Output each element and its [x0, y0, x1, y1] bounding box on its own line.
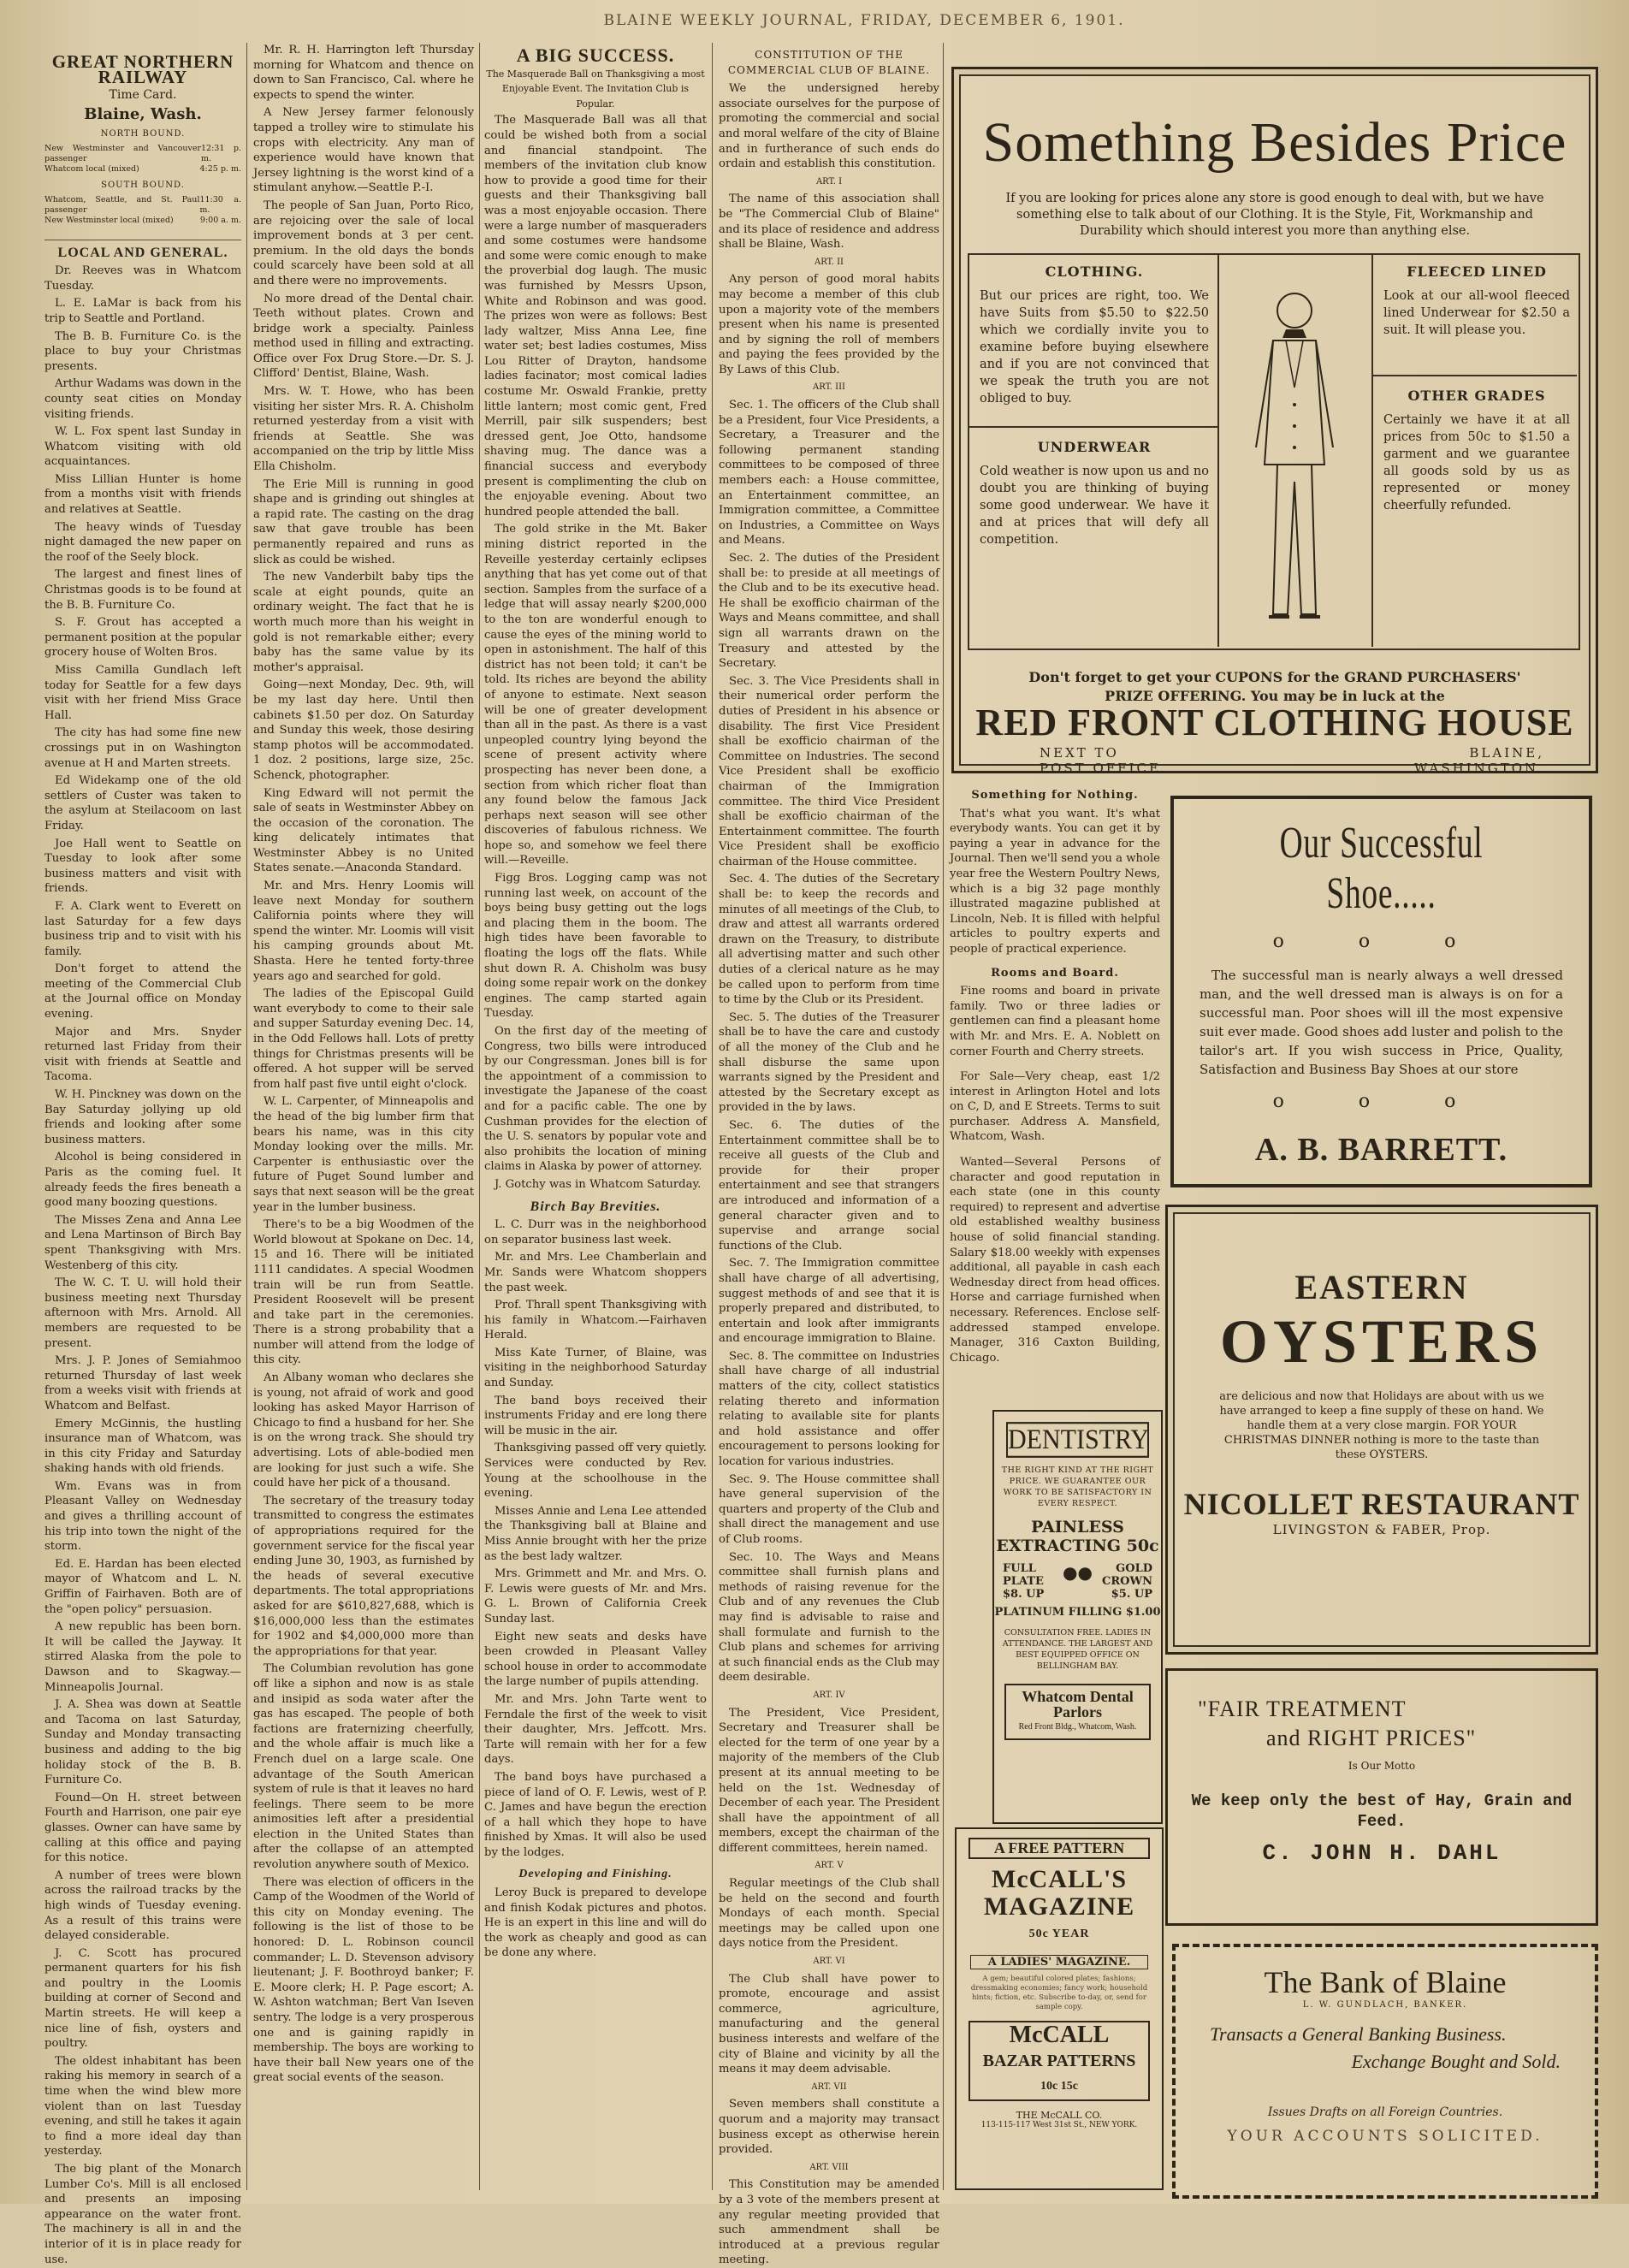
news-paragraph: Mrs. W. T. Howe, who has been visiting her sister Mrs. R. A. Chisholm returned yesterday from a visit with friends at Seattle. She was accompanied on the trip by little Miss Ella Chisholm. — [253, 385, 474, 474]
timecard-row — [44, 144, 241, 164]
mccall-company — [957, 2110, 1162, 2129]
news-paragraph: The Erie Mill is running in good shape and is grinding out shingles at a rapid rate. The casting on the drag saw that gave trouble has been permanently repaired and runs as slick as could be wished. — [253, 477, 474, 566]
underwear-text: Cold weather is now upon us and no doubt you are thinking of buying some good underwear. We have it and at prices that will defy all competition. — [980, 465, 1209, 547]
free-pattern: A FREE PATTERN — [969, 1838, 1150, 1859]
painless-extracting: PAINLESS EXTRACTING 50c — [996, 1518, 1159, 1555]
railway-timecard — [44, 51, 241, 226]
news-paragraph: Sec. 3. The Vice Presidents shall in their numerical order perform the duties of President in his absence or disability. The first Vice President shall be exofficio chairman of the Committee on Industries. The second Vice President shall be exofficio chairman of the Immigration committee. The third Vice President shall be exofficio chairman of the Entertainment committee. The fourth Vice President shall be exofficio chairman of the House committee. — [719, 674, 939, 868]
news-paragraph: Miss Camilla Gundlach left today for Seattle for a few days visit with her friend Miss Grace Hall. — [44, 664, 241, 722]
dahl-body: We keep only the best of Hay, Grain and Feed. — [1191, 1791, 1573, 1831]
news-paragraph: A number of trees were blown across the railroad tracks by the high winds of Tuesday evening. As a result of this trains were delayed considerable. — [44, 1868, 241, 1943]
parlors-name: Whatcom Dental Parlors — [1022, 1688, 1134, 1720]
location-line: WASHINGTON. — [1413, 761, 1544, 776]
news-paragraph: Seven members shall constitute a quorum and a majority may transact business except as otherwise herein provided. — [719, 2098, 939, 2157]
news-paragraph: Regular meetings of the Club shall be held on the second and fourth Mondays of each month. Special meetings may be called upon one days notice from the President. — [719, 1877, 939, 1951]
platinum-filling: PLATINUM FILLING $1.00 — [994, 1606, 1161, 1619]
mccall-magazine — [957, 1866, 1162, 1948]
ad-barrett-shoes — [1170, 796, 1592, 1187]
ad-whatcom-dental — [992, 1410, 1163, 1824]
news-paragraph: The gold strike in the Mt. Baker mining district reported in the Reveille yesterday certainly eclipses anything that has yet come out of that section. Samples from the surface of a ledge that will assay nearly $200,000 to the ton are wonderful enough to cause the eyes of the mining world to open in astonishment. The half of this district has not been told; it can't be told. Its riches are beyond the ability of anyone to estimate. Next season will be one of greater development than all in the past. As there is a vast unpeopled country lying beyond the scene of present activity where prospecting has never been done, a section from which richer float than any found below the famous Jack perhaps next season will see other discoveries of fabulous richness. We hope so, and somehow we feel there will.—Reveille. — [484, 523, 707, 868]
news-paragraph: The Club shall have power to promote, encourage and assist commerce, agriculture, manufacturing and the general business interests and welfare of the city of Blaine and vicinity by all the means it may deem advisable. — [719, 1972, 939, 2076]
ad-headline: Something Besides Price — [982, 111, 1567, 174]
south-bound-heading: SOUTH BOUND. — [101, 180, 185, 190]
news-paragraph: Wm. Evans was in from Pleasant Valley on Wednesday and gives a thrilling account of his trip into town the night of the storm. — [44, 1479, 241, 1554]
news-paragraph: Joe Hall went to Seattle on Tuesday to look after some business matters and visit with friends. — [44, 837, 241, 896]
north-bound-heading: NORTH BOUND. — [100, 129, 186, 139]
news-paragraph: Found—On H. street between Fourth and Harrison, one pair eye glasses. Owner can have same by calling at this office and paying for this notice. — [44, 1791, 241, 1865]
train-name: New Westminster local (mixed) — [44, 215, 174, 225]
news-paragraph: The city has had some fine new crossings put in on Washington avenue at H and Marten streets. — [44, 726, 241, 770]
constitution-body — [719, 81, 939, 2268]
location-line: POST OFFICE — [1040, 761, 1161, 776]
column-rule — [479, 43, 480, 2190]
dentistry-consultation: CONSULTATION FREE. LADIES IN ATTENDANCE. THE LARGEST AND BEST EQUIPPED OFFICE ON BELLINGHAM BAY. — [1002, 1628, 1153, 1671]
for-sale-notice: For Sale—Very cheap, east 1/2 interest in Arlington Hotel and lots on C, D, and E Streets. Terms to suit purchaser. Address A. Mansfield, Whatcom, Wash. — [950, 1070, 1160, 1144]
news-paragraph: The B. B. Furniture Co. is the place to buy your Christmas presents. — [44, 329, 241, 373]
news-paragraph: The secretary of the treasury today transmitted to congress the estimates of appropriations required for the government service for the fiscal year ending June 30, 1903, as furnished by the heads of several executive departments. The total appropriations asked for are $610,827,688, which is $16,000,000 less than the estimates for 1902 and $4,000,000 more than the appropriations for that year. — [253, 1494, 474, 1658]
news-paragraph: Sec. 5. The duties of the Treasurer shall be to have the care and custody of all the money of the Club and he shall disburse the same upon warrants signed by the President and attested by the Secretary except as provided in the by laws. — [719, 1010, 939, 1115]
news-paragraph: Sec. 2. The duties of the President shall be: to preside at all meetings of the Club and to be its executive head. He shall be exofficio chairman of the Ways and Means committee, and shall sign all warrants drawn on the Treasury and attested by the Secretary. — [719, 552, 939, 671]
news-paragraph: J. Gotchy was in Whatcom Saturday. — [495, 1177, 702, 1191]
ad-grid — [968, 253, 1580, 650]
rooms-board-heading: Rooms and Board. — [991, 966, 1119, 980]
news-paragraph: Sec. 1. The officers of the Club shall be a President, four Vice Presidents, a Secretary, a Treasurer and the following permanent standing committees to be composed of three members each: a House committee, an Entertainment committee, an Immigration committee, a Committee on Industries, a Committee on Ways and Means. — [719, 399, 939, 548]
news-paragraph: Miss Lillian Hunter is home from a months visit with friends and relatives at Seattle. — [44, 472, 241, 517]
teeth-icon: ●● — [1063, 1562, 1093, 1583]
man-figure-illustration — [1235, 276, 1354, 636]
bazar-brand: McCALL — [1009, 2022, 1110, 2048]
fleece-text: Look at our all-wool fleeced lined Underwear for $2.50 a suit. It will please you. — [1383, 289, 1570, 337]
news-paragraph: Figg Bros. Logging camp was not running last week, on account of the boys being busy getting out the logs and placing them in the boom. The high tides have been favorable to floating the logs off the flats. While shut down R. A. Chisholm was busy doing some repair work on the donkey engines. The camp started again Tuesday. — [484, 872, 707, 1021]
bazar-title: BAZAR PATTERNS — [982, 2052, 1136, 2070]
fleece-heading: FLEECED LINED — [1407, 264, 1547, 280]
dental-parlors — [1004, 1684, 1151, 1740]
news-paragraph: A new republic has been born. It will be called the Jayway. It stirred Alaska from the pole to Dawson and to Skagway.—Minneapolis Journal. — [44, 1620, 241, 1694]
news-paragraph: J. C. Scott has procured permanent quarters for his fish and poultry in the Loomis building at corner of Second and Martin streets. He will keep a nice line of fish, oysters and poultry. — [44, 1946, 241, 2051]
column-3 — [484, 43, 707, 2192]
news-paragraph: Mr. and Mrs. John Tarte went to Ferndale the first of the week to visit their daughter, Mrs. Jeffcott. Mrs. Tarte will remain with her for a few days. — [484, 1692, 707, 1767]
store-location-left — [1040, 745, 1161, 776]
column-1 — [44, 43, 241, 2266]
shoe-body: The successful man is nearly always a well dressed man, and the well dressed man is always is on for a successful man. Poor shoes will ill the most expensive suit ever made. Good shoes add luster and polish to the tailor's art. If you wish success in Price, Quality, Satisfaction and Business Bay Shoes at our store — [1200, 968, 1563, 1077]
news-paragraph: Misses Annie and Lena Lee attended the Thanksgiving ball at Blaine and Miss Annie brought with her the prize as the best lady waltzer. — [484, 1504, 707, 1563]
constitution-title: CONSTITUTION OF THE COMMERCIAL CLUB OF BLAINE. — [727, 49, 931, 76]
news-paragraph: We the undersigned hereby associate ourselves for the purpose of promoting the commercial and social and moral welfare of the city of Blaine and in furtherance of such ends do ordain and establish this constitution. — [719, 82, 939, 171]
article-headline: A BIG SUCCESS. — [516, 44, 675, 66]
news-paragraph: Sec. 6. The duties of the Entertainment committee shall be to receive all guests of the Club and provide for their proper entertainment and see that strangers are introduced and information of a general character given and to supervise and arrange social functions of the Club. — [719, 1118, 939, 1252]
dahl-heading-2: and RIGHT PRICES" — [1266, 1726, 1477, 1750]
underwear-cell — [980, 439, 1209, 548]
news-paragraph: An Albany woman who declares she is young, not afraid of work and good looking has asked Mayor Harrison of Chicago to find a husband for her. She is on the wrong track. She should try advertising. Lots of able-bodied men are looking for just such a wife. She could have her pick of a thousand. — [253, 1371, 474, 1490]
timecard-row — [44, 216, 241, 226]
rooms-board-body: Fine rooms and board in private family. Two or three ladies or gentlemen can find a pleasant home with Mr. and Mrs. E. A. Noblett on corner Fourth and Cherry streets. — [950, 985, 1160, 1058]
full-plate-price: FULL PLATE $8. UP — [1003, 1562, 1045, 1601]
news-items — [253, 43, 474, 2086]
developing-heading: Developing and Finishing. — [518, 1868, 672, 1881]
news-paragraph: A New Jersey farmer felonously tapped a trolley wire to stimulate his crops with electricity. Any man of experience would have known that Jersey lightning is the worst kind of a stimulant anyhow.—Seattle P.-I. — [253, 106, 474, 195]
news-paragraph: Mrs. Grimmett and Mr. and Mrs. O. F. Lewis were guests of Mr. and Mrs. G. L. Brown of California Creek Sunday last. — [484, 1567, 707, 1625]
bank-service-3: Issues Drafts on all Foreign Countries. — [1267, 2105, 1503, 2119]
oysters-heading-1: EASTERN — [1294, 1268, 1469, 1306]
article-number: ART. V — [814, 1861, 844, 1871]
news-paragraph: J. A. Shea was down at Seattle and Tacoma on last Saturday, Sunday and Monday transacting business and adding to the big holiday stock of the B. B. Furniture Co. — [44, 1698, 241, 1787]
magazine-blurb: A gem; beautiful colored plates; fashions; dressmaking economies; fancy work; household hints; fiction, etc. Subscribe to-day, or, send for sample copy. — [970, 1975, 1148, 2011]
grid-divider — [1371, 255, 1373, 647]
news-paragraph: W. H. Pinckney was down on the Bay Saturday jollying up old friends and looking after some business matters. — [44, 1088, 241, 1146]
location-line: BLAINE, — [1469, 745, 1544, 761]
ad-red-front-clothing — [951, 67, 1598, 776]
ad-nicollet-restaurant — [1165, 1205, 1598, 1655]
article-number: ART. VII — [811, 2081, 847, 2092]
column-rule — [943, 43, 944, 2190]
train-time: 11:30 a. m. — [199, 194, 241, 215]
news-paragraph: Eight new seats and desks have been crowded in Pleasant Valley school house in order to accommodate the large number of pupils attending. — [484, 1630, 707, 1689]
ad-dahl-feed — [1165, 1668, 1598, 1926]
news-paragraph: Ed Widekamp one of the old settlers of Custer was taken to the asylum at Steilacoom on last Friday. — [44, 774, 241, 832]
decorative-dots: o o o — [1272, 1091, 1490, 1112]
news-paragraph: Ed. E. Hardan has been elected mayor of Whatcom and L. N. Griffin of Fairhaven. Both are of the "open policy" persuasion. — [44, 1557, 241, 1616]
timecard-city: Blaine, Wash. — [84, 104, 202, 123]
train-name: Whatcom, Seattle, and St. Paul passenger — [44, 194, 200, 215]
news-paragraph: L. C. Durr was in the neighborhood on separator business last week. — [484, 1218, 707, 1247]
dahl-motto: Is Our Motto — [1348, 1760, 1416, 1772]
news-paragraph: Sec. 8. The committee on Industries shall have charge of all industrial matters of the city, collect statistics relating thereto and information relating to available site for plants and hold assistance and offer encouragement to persons looking for location for various industries. — [719, 1349, 939, 1469]
news-paragraph: There was election of officers in the Camp of the Woodmen of the World of this city on Monday evening. The following is the list of those to be honored: D. L. Robinson council commander; L. D. Stevenson advisory lieutenant; J. F. Boothroyd banker; F. E. Moore clerk; H. P. Page escort; A. W. Ashton watchman; Bert Van Iseven sentry. The lodge is a very prosperous one and is gaining rapidly in membership. The boys are working to have their ball New years one of the great social events of the season. — [253, 1875, 474, 2085]
news-paragraph: Miss Kate Turner, of Blaine, was visiting in the neighborhood Saturday and Sunday. — [484, 1346, 707, 1390]
article-number: ART. IV — [813, 1690, 845, 1700]
shoe-headline: Our Successful Shoe..... — [1279, 819, 1484, 918]
news-paragraph: The oldest inhabitant has been raking his memory in search of a time when the wind blew more violent than on last Tuesday evening, and still he takes it again to find a more ideal day than yesterday. — [44, 2054, 241, 2158]
column-rule — [712, 43, 713, 2190]
train-time: 4:25 p. m. — [199, 163, 241, 174]
news-paragraph: The heavy winds of Tuesday night damaged the new paper on the roof of the Seely block. — [44, 520, 241, 564]
news-paragraph: Arthur Wadams was down in the county seat cities on Monday visiting friends. — [44, 377, 241, 421]
news-paragraph: The ladies of the Episcopal Guild want everybody to come to their sale and supper Saturday evening Dec. 14, in the Odd Fellows hall. Lots of pretty things for Christmas presents will be offered. A hot supper will be served from half past five until eight o'clock. — [253, 987, 474, 1091]
bank-banker: L. W. GUNDLACH, BANKER. — [1302, 2000, 1468, 2010]
news-paragraph: The Masquerade Ball was all that could be wished both from a social and financial standpoint. The members of the invitation club know how to provide a good time for their guests and their Thanksgiving ball was a most enjoyable occasion. There were a large number of masqueraders and some costumes were handsome and some were comic enough to make the proverbial dog laugh. The music was furnished by Messrs Upson, White and Robinson and was good. The prizes won were as follows: Best lady waltzer, Miss Anna Lee, fine water set; best ladies costumes, Miss Lou Ritter of Drayton, handsome ladies facinator; most comical ladies costume Mr. Oswald Frankie, pretty little lantern; most comic gent, Fred Merrill, pair silk suspenders; best dressed gent, Joe Otto, handsome shaving mug. The dance was a financial success and everybody present is complimenting the club on the enjoyable evening. About two hundred people attended the ball. — [484, 114, 707, 518]
other-grades-cell — [1383, 388, 1570, 514]
company-address: 113-115-117 West 31st St., NEW YORK. — [980, 2121, 1138, 2129]
column-rule — [246, 43, 247, 2190]
parlors-address: Red Front Bldg., Whatcom, Wash. — [1018, 1722, 1137, 1732]
news-paragraph: Prof. Thrall spent Thanksgiving with his family in Whatcom.—Fairhaven Herald. — [484, 1299, 707, 1342]
magazine-price: 50c YEAR — [1028, 1928, 1090, 1940]
underwear-heading: UNDERWEAR — [1037, 439, 1152, 455]
news-paragraph: Dr. Reeves was in Whatcom Tuesday. — [44, 264, 241, 293]
ad-bank-of-blaine — [1172, 1944, 1598, 2199]
bazar-price: 10c 15c — [1040, 2080, 1078, 2093]
article-deck: The Masquerade Ball on Thanksgiving a most Enjoyable Event. The Invitation Club is Popular. — [486, 68, 705, 110]
news-paragraph: On the first day of the meeting of Congress, two bills were introduced by our Congressman. Jones bill is for the appointment of a commission to investigate the Japanese of the coast and for a pacific cable. The one by Cushman provides for the election of the U. S. senators by popular vote and also prohibits the location of mining claims in Alaska by power of attorney. — [484, 1025, 707, 1174]
news-paragraph: Sec. 7. The Immigration committee shall have charge of all advertising, suggest methods of and see that it is properly prepared and distributed, to entertain and look after immigrants and encourage immigration to Blaine. — [719, 1257, 939, 1346]
dahl-merchant: C. JOHN H. DAHL — [1262, 1840, 1502, 1866]
news-paragraph: S. F. Grout has accepted a permanent position at the popular grocery house of Wolten Bros. — [44, 616, 241, 660]
birch-bay-items — [484, 1217, 707, 1860]
wanted-notice: Wanted—Several Persons of character and good reputation in each state (one in this county required) to represent and advertise old established wealthy business house of solid financial standing. Salary $18.00 weekly with expenses additional, all payable in cash each Wednesday direct from head offices. Horse and carriage furnished when necessary. References. Enclose self-addressed stamped envelope. Manager, 316 Caxton Building, Chicago. — [950, 1156, 1160, 1365]
developing-body: Leroy Buck is prepared to develope and finish Kodak pictures and photos. He is an expert in this line and will do the work as cheaply and good as can be done any where. — [484, 1886, 707, 1960]
news-paragraph: The name of this association shall be "The Commercial Club of Blaine" and its place of residence and address shall be Blaine, Wash. — [719, 192, 939, 252]
dentistry-prices — [1003, 1562, 1152, 1601]
fleece-cell — [1383, 264, 1570, 339]
article-number: ART. VI — [813, 1957, 845, 1967]
news-paragraph: Emery McGinnis, the hustling insurance man of Whatcom, was in this city Friday and Saturday shaking hands with old friends. — [44, 1417, 241, 1476]
news-paragraph: L. E. LaMar is back from his trip to Seattle and Portland. — [44, 297, 241, 325]
news-paragraph: The Columbian revolution has gone off like a siphon and now is as stale and insipid as soda water after the gas has escaped. The people of both factions are fraternizing cheerfully, and the whole affair is much like a French duel on a large scale. One advantage of the South American system of rule is that it leaves no hard feelings. There seem to be more animosities left after a presidential election in the United States than after the collapse of an attempted revolution anywhere south of Mexico. — [253, 1662, 474, 1872]
news-paragraph: Major and Mrs. Snyder returned last Friday from their visit with friends at Seattle and Tacoma. — [44, 1025, 241, 1084]
timecard-row — [44, 195, 241, 216]
column-2 — [253, 43, 474, 2192]
article-number: ART. III — [813, 382, 845, 393]
mccall-title: McCALL'S — [992, 1865, 1127, 1893]
clothing-heading: CLOTHING. — [1045, 264, 1144, 280]
masthead: BLAINE WEEKLY JOURNAL, FRIDAY, DECEMBER 6, 1901. — [603, 12, 1125, 29]
timecard-title: GREAT NORTHERN RAILWAY — [51, 51, 234, 87]
column-5 — [950, 783, 1160, 1399]
timecard-row — [44, 164, 241, 175]
news-paragraph: The largest and finest lines of Christmas goods is to be found at the B. B. Furniture Co. — [44, 568, 241, 612]
news-paragraph: There's to be a big Woodmen of the World blowout at Spokane on Dec. 14, 15 and 16. There will be initiated 1111 candidates. A special Woodmen train will be run from Seattle. President Roosevelt will be present and take part in the ceremonies. There is a strong probability that a number will attend from the lodge of this city. — [253, 1218, 474, 1367]
bank-service-2: Exchange Bought and Sold. — [1351, 2051, 1561, 2072]
something-for-nothing-body: That's what you want. It's what everybody wants. You can get it by paying a year in advance for the Journal. Then we'll send you a whole year free the Western Poultry News, which is a big 32 page monthly illustrated magazine published at Lincoln, Neb. It is filled with helpful articles to poultry experts and people of practical experience. — [950, 807, 1160, 956]
news-paragraph: F. A. Clark went to Everett on last Saturday for a few days business trip and to visit with his family. — [44, 899, 241, 958]
gold-crown-price: GOLD CROWN $5. UP — [1102, 1562, 1152, 1601]
bank-name: The Bank of Blaine — [1264, 1965, 1507, 1999]
grid-divider — [1371, 375, 1577, 376]
news-paragraph: Thanksgiving passed off very quietly. Services were conducted by Rev. Young at the schoolhouse in the evening. — [484, 1442, 707, 1501]
grid-divider — [1217, 255, 1219, 647]
news-paragraph: The President, Vice President, Secretary and Treasurer shall be elected for the term of one year by a majority of the members of the Club present at its annual meeting to be held on the 1st. Wednesday of December of each year. The President shall have the appointment of all members, except the chairman of the different committees, herein named. — [719, 1706, 939, 1855]
timecard-subtitle: Time Card. — [109, 88, 177, 103]
local-news-items — [44, 264, 241, 2267]
train-time: 9:00 a. m. — [199, 215, 241, 225]
news-paragraph: W. L. Carpenter, of Minneapolis and the head of the big lumber firm that bears his name, was in this city Monday looking over the mills. Mr. Carpenter is enthusiastic over the future of Puget Sound lumber and says that next season will be the great year in the lumber business. — [253, 1095, 474, 1214]
news-paragraph: The band boys received their instruments Friday and ere long there will be music in the air. — [484, 1394, 707, 1437]
location-line: NEXT TO — [1040, 745, 1119, 761]
bazar-patterns — [969, 2021, 1150, 2101]
other-grades-heading: OTHER GRADES — [1407, 388, 1546, 404]
oysters-heading-2: OYSTERS — [1219, 1307, 1544, 1376]
news-paragraph: The new Vanderbilt baby tips the scale at eight pounds, quite an ordinary weight. The fact that he is worth much more than his weight in gold is not remarkable either; every baby has the same value by its mother's appraisal. — [253, 571, 474, 674]
news-paragraph: The people of San Juan, Porto Rico, are rejoicing over the sale of local improvement bonds at 3 per cent. premium. In the old days the bonds could scarcely have been sold at all and there were no improvements. — [253, 198, 474, 287]
oysters-body: are delicious and now that Holidays are about with us we have arranged to keep a fine supply of these on hand. We handle them at a very close margin. FOR YOUR CHRISTMAS DINNER nothing is more to the taste than these OYSTERS. — [1219, 1390, 1544, 1461]
news-paragraph: King Edward will not permit the sale of seats in Westminster Abbey on the occasion of the coronation. The king delicately intimates that Westminster Abbey is no United States senate.—Anaconda Standard. — [253, 786, 474, 875]
news-paragraph: Alcohol is being considered in Paris as the coming fuel. It already feeds the fires beneath a good many boozing questions. — [44, 1151, 241, 1210]
bank-solicit: YOUR ACCOUNTS SOLICITED. — [1227, 2128, 1543, 2145]
coupon-line: PRIZE OFFERING. You may be in luck at the — [1105, 688, 1445, 704]
clothing-cell — [980, 264, 1209, 407]
news-paragraph: Mr. R. H. Harrington left Thursday morning for Whatcom and thence on down to San Francisco, Cal. where he expects to spend the winter. — [253, 44, 474, 102]
ad-mccall — [955, 1827, 1164, 2190]
ad-intro: If you are looking for prices alone any store is good enough to deal with, but we have something else to talk about of our Clothing. It is the Style, Fit, Workmanship and Durability which should interest you more than anything else. — [1005, 192, 1544, 238]
dentistry-heading: DENTISTRY — [1006, 1422, 1149, 1458]
ladies-magazine: A LADIES' MAGAZINE. — [970, 1955, 1148, 1969]
train-name: Whatcom local (mixed) — [44, 163, 139, 174]
decorative-dots: o o o — [1272, 931, 1490, 952]
article-body — [484, 113, 707, 1192]
news-paragraph: Going—next Monday, Dec. 9th, will be my last day here. Until then cabinets $1.50 per doz. On Saturday and Sunday this week, those desiring stamp photos will be accommodated. 1 doz. 2 positions, large size, 25c. Schenck, photographer. — [253, 678, 474, 782]
grid-divider — [969, 426, 1217, 428]
shoe-merchant: A. B. BARRETT. — [1254, 1132, 1508, 1168]
something-for-nothing-heading: Something for Nothing. — [971, 789, 1139, 802]
section-heading: LOCAL AND GENERAL. — [44, 240, 241, 261]
company-name: THE McCALL CO. — [1016, 2110, 1103, 2121]
news-paragraph: The W. C. T. U. will hold their business meeting next Thursday afternoon with Mrs. Arnold. All members are requested to be present. — [44, 1276, 241, 1350]
dentistry-intro: THE RIGHT KIND AT THE RIGHT PRICE. WE GUARANTEE OUR WORK TO BE SATISFACTORY IN EVERY RESPECT. — [1001, 1466, 1154, 1508]
coupon-line: Don't forget to get your CUPONS for the GRAND PURCHASERS' — [1028, 669, 1521, 685]
column-4 — [719, 43, 939, 2267]
news-paragraph: No more dread of the Dental chair. Teeth without plates. Crown and bridge work a specialty. Painless method used in filling and extracting. Office over Fox Drug Store.—Dr. S. J. Clifford' Dentist, Blaine, Wash. — [253, 292, 474, 381]
clothing-text: But our prices are right, too. We have Suits from $5.50 to $22.50 which we cordially invite you to examine before buying elsewhere and if you are not convinced that we speak the truth you are not obliged to buy. — [980, 289, 1209, 406]
article-number: ART. I — [815, 176, 843, 187]
magazine-title: MAGAZINE — [983, 1892, 1135, 1921]
news-paragraph: This Constitution may be amended by a 3 vote of the members present at any regular meeting provided that such ammendment shall be introduced at a previous regular meeting. — [719, 2178, 939, 2267]
store-name: RED FRONT CLOTHING HOUSE — [975, 702, 1574, 743]
news-paragraph: W. L. Fox spent last Sunday in Whatcom visiting with old acquaintances. — [44, 425, 241, 469]
train-name: New Westminster and Vancouver passenger — [44, 143, 201, 163]
news-paragraph: Mrs. J. P. Jones of Semiahmoo returned Thursday of last week from a weeks visit with friends at Whatcom and Belfast. — [44, 1354, 241, 1412]
news-paragraph: Mr. and Mrs. Henry Loomis will leave next Monday for southern California points where they will spend the winter. Mr. Loomis will visit his camping grounds about Mt. Shasta. Here he tented forty-three years ago and searched for gold. — [253, 879, 474, 983]
news-paragraph: Any person of good moral habits may become a member of this club upon a majority vote of the members present when his name is presented and by signing the roll of members and paying the fees provided by the By Laws of this Club. — [719, 273, 939, 376]
other-grades-text: Certainly we have it at all prices from 50c to $1.50 a garment and we guarantee all goods sold by us as represented or money cheerfully refunded. — [1383, 413, 1570, 512]
news-paragraph: Sec. 4. The duties of the Secretary shall be: to keep the records and minutes of all meetings of the Club, to draw and attest all warrants ordered drawn on the Treasury, to distribute all advertising matter and such other duties of a clerical nature as he may be called upon to perform from time to time by the Club or its President. — [719, 873, 939, 1007]
store-location-right — [1414, 745, 1544, 776]
bank-service-1: Transacts a General Banking Business. — [1210, 2023, 1507, 2045]
article-number: ART. II — [814, 257, 844, 267]
restaurant-name: NICOLLET RESTAURANT — [1183, 1487, 1580, 1521]
train-time: 12:31 p. m. — [200, 143, 241, 163]
news-paragraph: Sec. 9. The House committee shall have general supervision of the quarters and property of the Club and shall direct the management and use of Club rooms. — [719, 1472, 939, 1546]
dahl-heading-1: "FAIR TREATMENT — [1198, 1697, 1407, 1721]
news-paragraph: The Misses Zena and Anna Lee and Lena Martinson of Birch Bay spent Thanksgiving with Mrs. Westenberg of this city. — [44, 1213, 241, 1272]
news-paragraph: Don't forget to attend the meeting of the Commercial Club at the Journal office on Monday evening. — [44, 962, 241, 1021]
article-number: ART. VIII — [809, 2162, 849, 2172]
news-paragraph: The big plant of the Monarch Lumber Co's. Mill is all enclosed and presents an imposing appearance on the water front. The machinery is all in and the interior of it is in place ready for use. — [44, 2163, 241, 2266]
news-paragraph: Mr. and Mrs. Lee Chamberlain and Mr. Sands were Whatcom shoppers the past week. — [484, 1251, 707, 1294]
news-paragraph: Sec. 10. The Ways and Means committee shall furnish plans and methods of raising revenue for the Club and of any revenues the Club may find is advisable to raise and shall formulate and furnish to the Club plans and schemes for arriving at such financial ends as the Club may deem desirable. — [719, 1550, 939, 1685]
restaurant-proprietor: LIVINGSTON & FABER, Prop. — [1272, 1522, 1491, 1537]
birch-bay-heading: Birch Bay Brevities. — [530, 1199, 661, 1214]
news-paragraph: The band boys have purchased a piece of land of O. F. Lewis, west of P. C. James and have begun the erection of a hall which they hope to have finished by Xmas. It will also be used by the lodges. — [484, 1770, 707, 1859]
